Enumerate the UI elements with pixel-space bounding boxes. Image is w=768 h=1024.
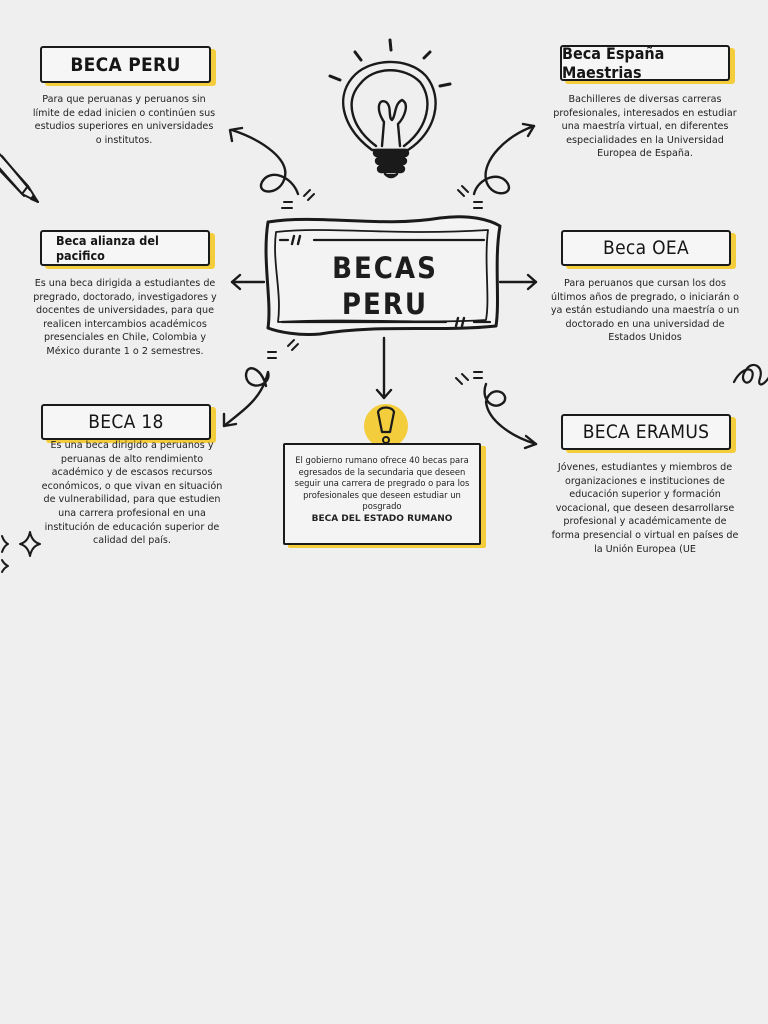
beca-peru-title: BECA PERU <box>70 53 181 76</box>
lightbulb-icon <box>330 40 450 177</box>
central-title-line1: BECAS <box>332 251 438 285</box>
curly-arrow-icon <box>474 124 534 194</box>
beca-18-title-box <box>41 404 211 440</box>
beca-espana-title-box <box>560 45 730 81</box>
arrow-left-icon <box>232 275 264 289</box>
beca-erasmus-description: Jóvenes, estudiantes y miembros de organizaciones e instituciones de educación superior y formación vocacional, que deseen desarrollarse profesional y académicamente de forma presencial o virtual en países de la Unión Europea (UE <box>551 462 739 555</box>
beca-oea-title-box <box>561 230 731 266</box>
beca-alianza-title-box <box>40 230 210 266</box>
central-title <box>300 250 470 322</box>
sparkle-icon <box>2 532 40 572</box>
beca-rumano-box <box>283 443 481 545</box>
beca-peru-description: Para que peruanas y peruanos sin límite de edad inicien o continúen sus estudios superiores en universidades o institutos. <box>32 94 216 146</box>
beca-espana-title: Beca España Maestrias <box>562 44 665 82</box>
beca-18-title: BECA 18 <box>88 411 164 433</box>
beca-18-description: Es una beca dirigido a peruanos y peruanas de alto rendimiento académico y de escasos recursos económicos, o que vivan en situación de vulnerabilidad, para que estudien una carrera profesional en una institución de educación superior de calidad del país. <box>41 440 223 547</box>
pencil-icon <box>0 150 38 202</box>
curly-arrow-icon <box>224 368 268 426</box>
curly-arrow-icon <box>485 384 536 448</box>
central-title-line2: PERU <box>341 287 429 321</box>
arrow-right-icon <box>500 275 536 289</box>
beca-alianza-title: Beca alianza del pacifico <box>56 233 159 263</box>
beca-oea-description: Para peruanos que cursan los dos últimos años de pregrado, o iniciarán o ya están estudiando una maestría o un doctorado en una universidad de Estados Unidos <box>550 278 740 344</box>
beca-alianza-description: Es una beca dirigida a estudiantes de pregrado, doctorado, investigadores y docentes de universidades, para que realicen intercambios académicos presenciales en Chile, Colombia y México durante 1 o 2 semestres. <box>33 278 217 357</box>
arrow-down-icon <box>377 338 391 398</box>
beca-erasmus-title-box <box>561 414 731 450</box>
beca-oea-title: Beca OEA <box>603 237 689 259</box>
beca-erasmus-title: BECA ERAMUS <box>582 421 710 443</box>
curly-arrow-icon <box>230 128 298 194</box>
beca-rumano-title: BECA DEL ESTADO RUMANO <box>311 513 453 524</box>
beca-rumano-description: El gobierno rumano ofrece 40 becas para egresados de la secundaria que deseen seguir una carrera de pregrado o para los profesionales que deseen estudiar un posgrado <box>294 455 470 512</box>
loop-doodle-icon <box>734 365 768 384</box>
beca-peru-title-box <box>40 46 211 83</box>
beca-espana-description: Bachilleres de diversas carreras profesionales, interesados en estudiar una maestría virtual, en diferentes especialidades en la Universidad Europea de España. <box>553 94 737 160</box>
exclamation-icon <box>364 404 408 448</box>
